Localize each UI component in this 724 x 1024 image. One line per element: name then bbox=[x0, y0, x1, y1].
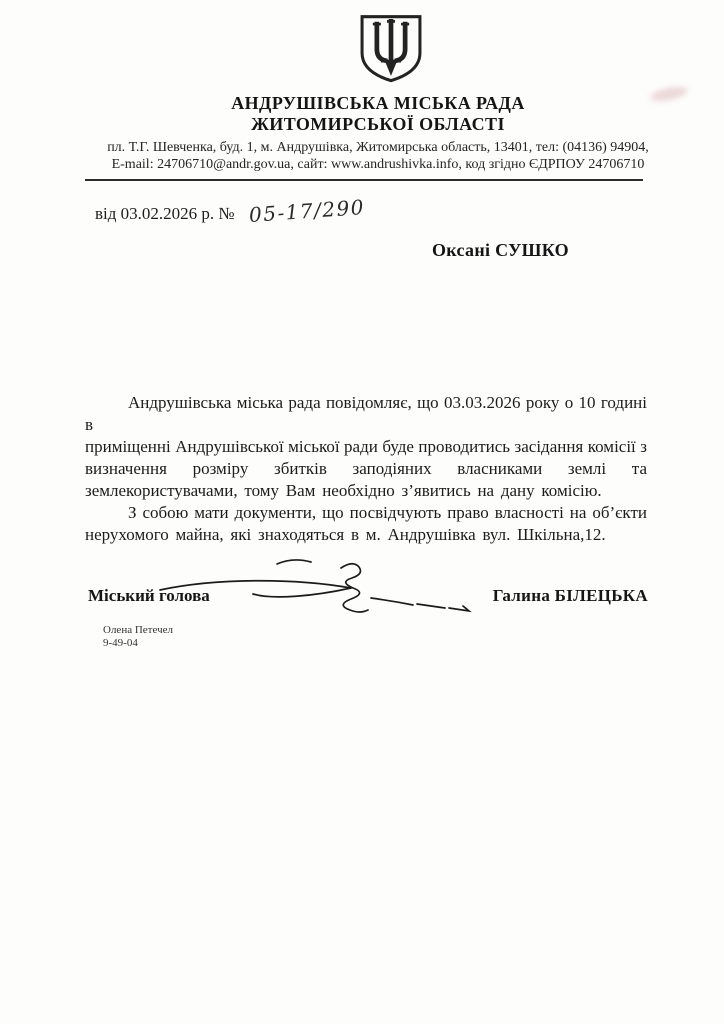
signer-position-title: Міський голова bbox=[88, 586, 210, 605]
body-line: Андрушівська міська рада повідомляє, що 03.03.2026 року о 10 годині в bbox=[85, 393, 647, 434]
executor-phone: 9-49-04 bbox=[103, 637, 138, 649]
org-name-line1: АНДРУШІВСЬКА МІСЬКА РАДА bbox=[231, 93, 525, 113]
body-line: приміщенні Андрушівської міської ради буде проводитись засідання комісії з bbox=[85, 437, 647, 456]
handwritten-reference-number: 05-17/290 bbox=[248, 194, 366, 228]
date-and-number-label: від 03.02.2026 р. № bbox=[95, 204, 235, 223]
org-address-line: пл. Т.Г. Шевченка, буд. 1, м. Андрушівка, Житомирська область, 13401, тел: (04136) 94904, bbox=[107, 140, 649, 155]
executor-block bbox=[103, 624, 173, 650]
addressee-name: Оксані СУШКО bbox=[432, 240, 569, 260]
body-line: визначення розміру збитків заподіяних власниками землі та bbox=[85, 459, 647, 478]
letter-body bbox=[85, 392, 647, 546]
ukraine-trident-emblem-icon bbox=[357, 14, 425, 84]
body-line: нерухомого майна, які знаходяться в м. Андрушівка вул. Шкільна,12. bbox=[85, 525, 606, 544]
header-divider bbox=[85, 179, 643, 181]
reference-line bbox=[95, 194, 366, 228]
org-contacts-line: E-mail: 24706710@andr.gov.ua, сайт: www.andrushivka.info, код згідно ЄДРПОУ 24706710 bbox=[111, 157, 645, 172]
handwritten-signature-icon bbox=[155, 552, 495, 614]
body-line: землекористувачами, тому Вам необхідно з’явитись на дану комісію. bbox=[85, 481, 602, 500]
letterhead bbox=[0, 93, 724, 173]
signer-name: Галина БІЛЕЦЬКА bbox=[492, 586, 648, 605]
executor-name: Олена Петечел bbox=[103, 624, 173, 636]
org-name-line2: ЖИТОМИРСЬКОЇ ОБЛАСТІ bbox=[251, 114, 505, 134]
body-line: З собою мати документи, що посвідчують право власності на об’єкти bbox=[128, 503, 647, 522]
